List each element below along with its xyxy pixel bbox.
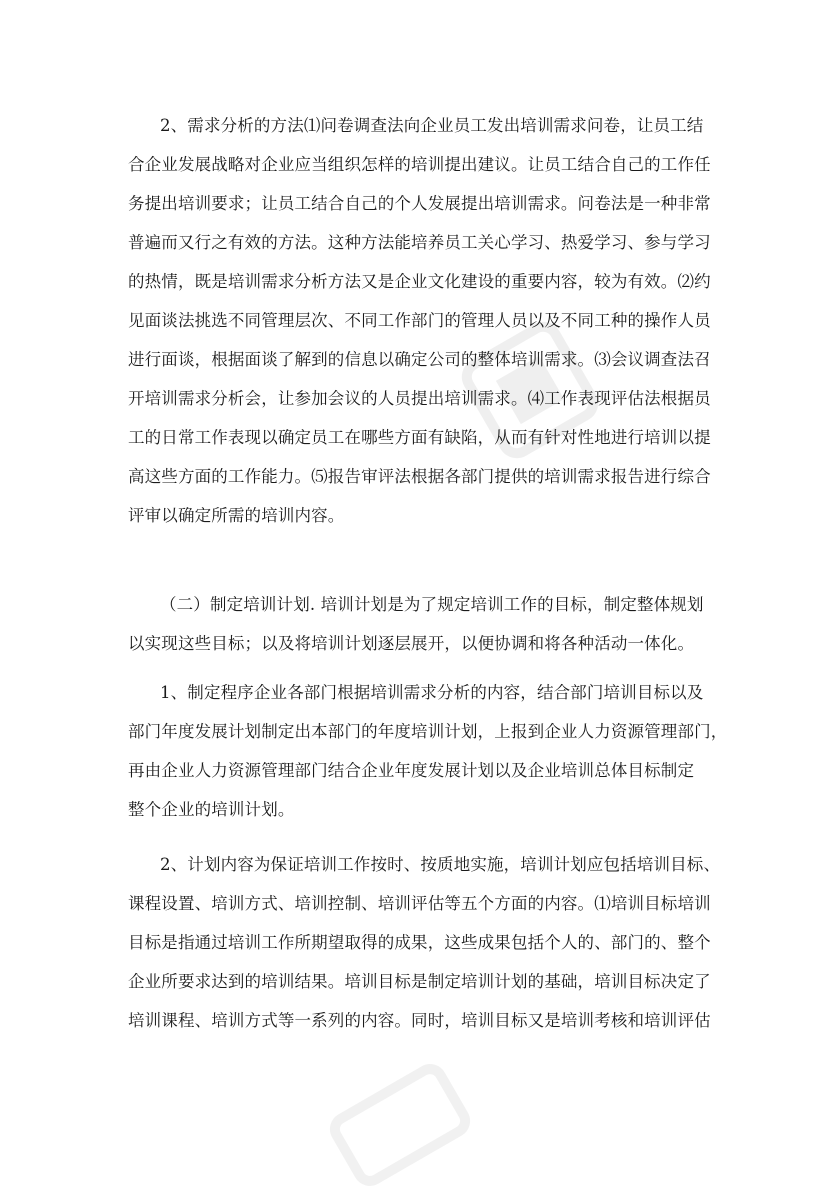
paragraph-plan-content <box>128 845 721 1040</box>
text-line: 目标是指通过培训工作所期望取得的成果，这些成果包括个人的、部门的、整个 <box>128 933 711 952</box>
text-line: 以实现这些目标；以及将培训计划逐层展开，以便协调和将各种活动一体化。 <box>128 634 695 653</box>
text-line: 评审以确定所需的培训内容。 <box>128 506 345 525</box>
watermark-icon <box>317 1051 483 1199</box>
paragraph-planning-procedure <box>128 673 728 829</box>
text-line: 整个企业的培训计划。 <box>128 800 295 819</box>
text-line: 开培训需求分析会，让参加会议的人员提出培训需求。⑷工作表现评估法根据员 <box>128 389 711 408</box>
text-line: 2、计划内容为保证培训工作按时、按质地实施，培训计划应包括培训目标、 <box>160 855 721 874</box>
text-line: 务提出培训要求；让员工结合自己的个人发展提出培训需求。问卷法是一种非常 <box>128 194 711 213</box>
text-line: 合企业发展战略对企业应当组织怎样的培训提出建议。让员工结合自己的工作任 <box>128 155 711 174</box>
text-line: 再由企业人力资源管理部门结合企业年度发展计划以及企业培训总体目标制定 <box>128 761 695 780</box>
text-line: 部门年度发展计划制定出本部门的年度培训计划，上报到企业人力资源管理部门， <box>128 722 728 741</box>
text-line: 的热情，既是培训需求分析方法又是企业文化建设的重要内容，较为有效。⑵约 <box>128 272 711 291</box>
text-line: 高这些方面的工作能力。⑸报告审评法根据各部门提供的培训需求报告进行综合 <box>128 467 711 486</box>
text-line: 企业所要求达到的培训结果。培训目标是制定培训计划的基础，培训目标决定了 <box>128 972 711 991</box>
paragraph-training-plan <box>128 585 710 663</box>
text-line: （二）制定培训计划. 培训计划是为了规定培训工作的目标，制定整体规划 <box>160 595 704 614</box>
text-line: 工的日常工作表现以确定员工在哪些方面有缺陷，从而有针对性地进行培训以提 <box>128 428 711 447</box>
text-line: 普遍而又行之有效的方法。这种方法能培养员工关心学习、热爱学习、参与学习 <box>128 233 711 252</box>
paragraph-needs-analysis-methods <box>128 106 710 535</box>
text-line: 见面谈法挑选不同管理层次、不同工作部门的管理人员以及不同工种的操作人员 <box>128 311 711 330</box>
text-line: 1、制定程序企业各部门根据培训需求分析的内容，结合部门培训目标以及 <box>160 683 704 702</box>
text-line: 进行面谈，根据面谈了解到的信息以确定公司的整体培训需求。⑶会议调查法召 <box>128 350 711 369</box>
text-line: 培训课程、培训方式等一系列的内容。同时，培训目标又是培训考核和培训评估 <box>128 1011 711 1030</box>
text-line: 课程设置、培训方式、培训控制、培训评估等五个方面的内容。⑴培训目标培训 <box>128 894 711 913</box>
text-line: 2、需求分析的方法⑴问卷调查法向企业员工发出培训需求问卷，让员工结 <box>160 116 704 135</box>
